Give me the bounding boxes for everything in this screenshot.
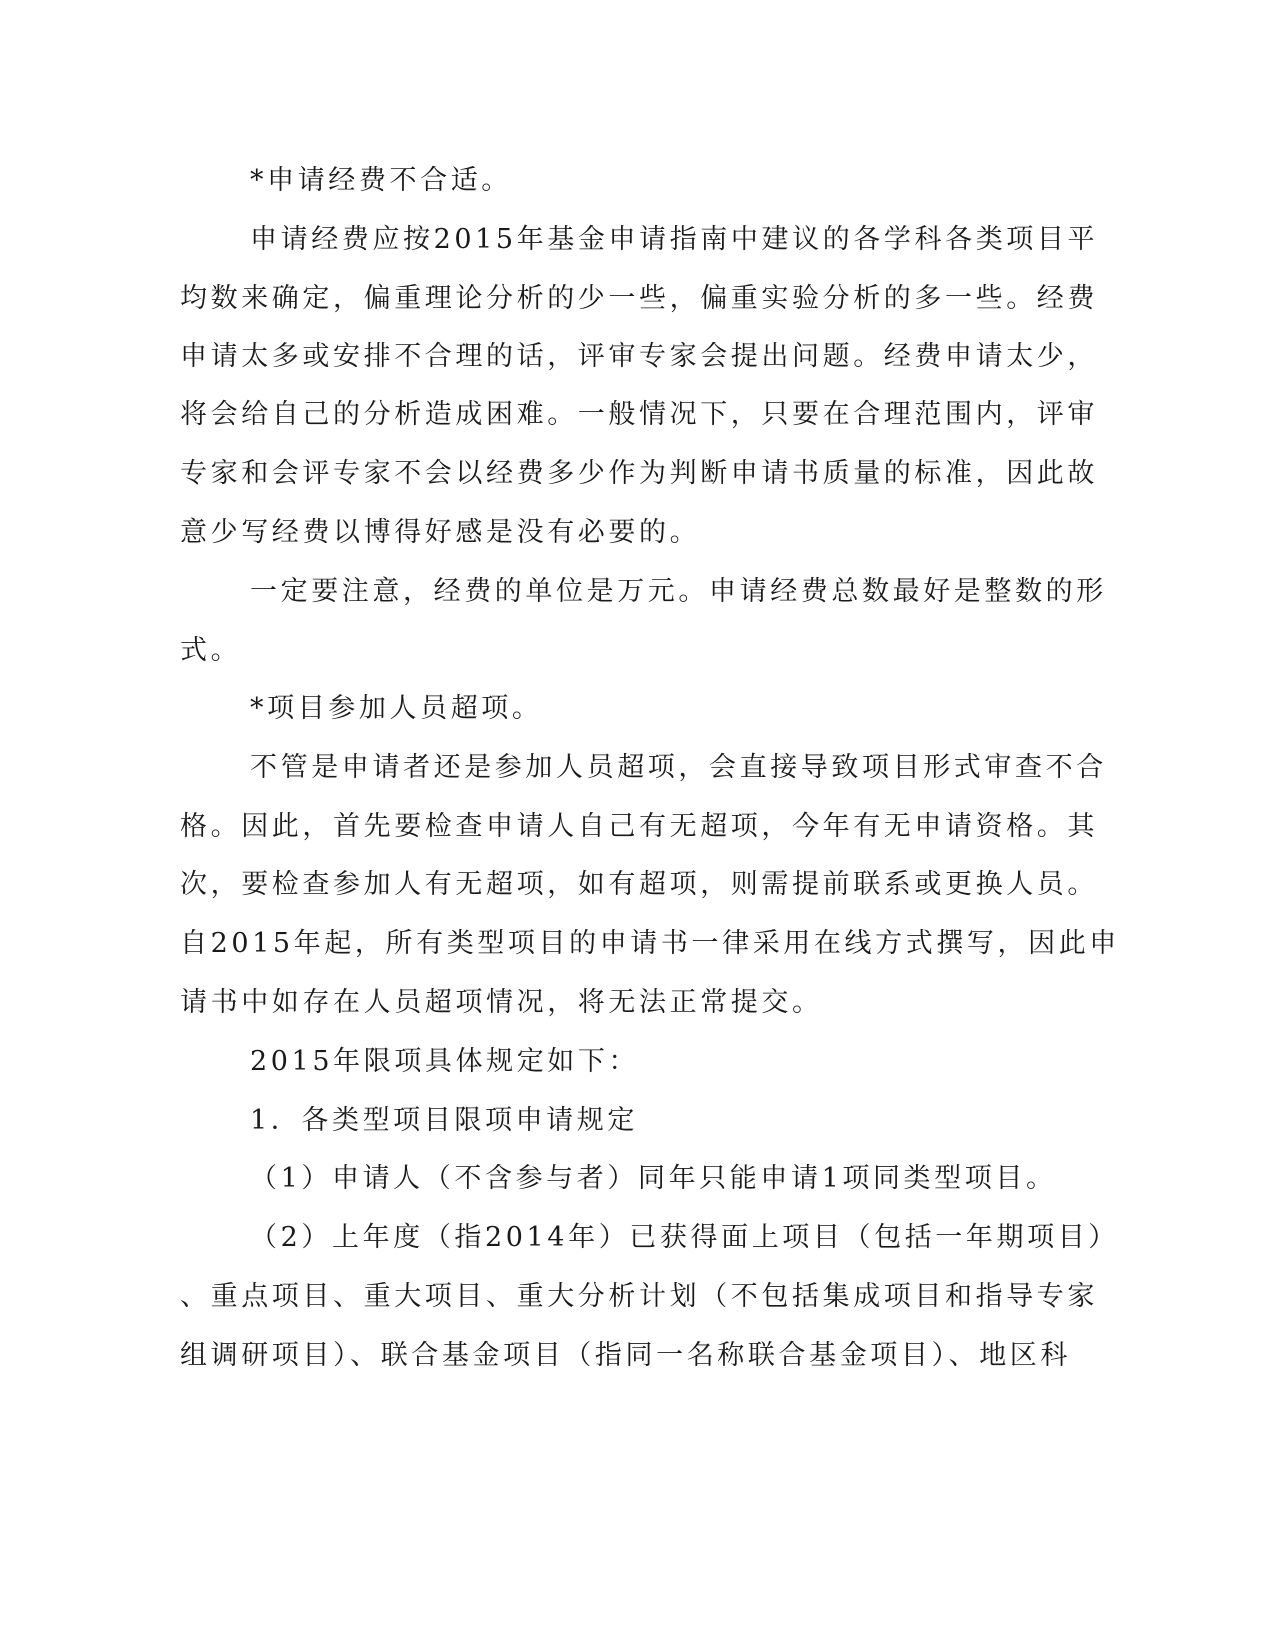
paragraph-line: 组调研项目）、联合基金项目（指同一名称联合基金项目）、地区科 [180, 1340, 1071, 1371]
list-item: （2）上年度（指2014年）已获得面上项目（包括一年期项目） [250, 1222, 1119, 1253]
paragraph-line: 意少写经费以博得好感是没有必要的。 [180, 517, 701, 548]
paragraph-line: 自2015年起，所有类型项目的申请书一律采用在线方式撰写，因此申 [180, 928, 1120, 959]
paragraph-line: 申请太多或安排不合理的话，评审专家会提出问题。经费申请太少， [180, 341, 1098, 372]
paragraph-line: 不管是申请者还是参加人员超项，会直接导致项目形式审查不合 [250, 752, 1107, 783]
paragraph-line: 2015年限项具体规定如下： [250, 1046, 640, 1077]
paragraph-line: 一定要注意，经费的单位是万元。申请经费总数最好是整数的形 [250, 576, 1107, 607]
paragraph-line: 次，要检查参加人有无超项，如有超项，则需提前联系或更换人员。 [180, 869, 1098, 900]
paragraph-line: 格。因此，首先要检查申请人自己有无超项，今年有无申请资格。其 [180, 811, 1098, 842]
list-item: （1）申请人（不含参与者）同年只能申请1项同类型项目。 [250, 1163, 1057, 1194]
paragraph-line: 、重点项目、重大项目、重大分析计划（不包括集成项目和指导专家 [180, 1281, 1098, 1312]
list-heading: 1．各类型项目限项申请规定 [250, 1105, 638, 1136]
paragraph-line: 将会给自己的分析造成困难。一般情况下，只要在合理范围内，评审 [180, 399, 1098, 430]
paragraph-line: 申请经费应按2015年基金申请指南中建议的各学科各类项目平 [250, 224, 1099, 255]
paragraph-line: 式。 [180, 635, 242, 666]
section-heading-funding: *申请经费不合适。 [250, 165, 512, 196]
section-heading-personnel: *项目参加人员超项。 [250, 693, 543, 724]
paragraph-line: 均数来确定，偏重理论分析的少一些，偏重实验分析的多一些。经费 [180, 283, 1098, 314]
paragraph-line: 专家和会评专家不会以经费多少作为判断申请书质量的标准，因此故 [180, 458, 1098, 489]
paragraph-line: 请书中如存在人员超项情况，将无法正常提交。 [180, 987, 823, 1018]
